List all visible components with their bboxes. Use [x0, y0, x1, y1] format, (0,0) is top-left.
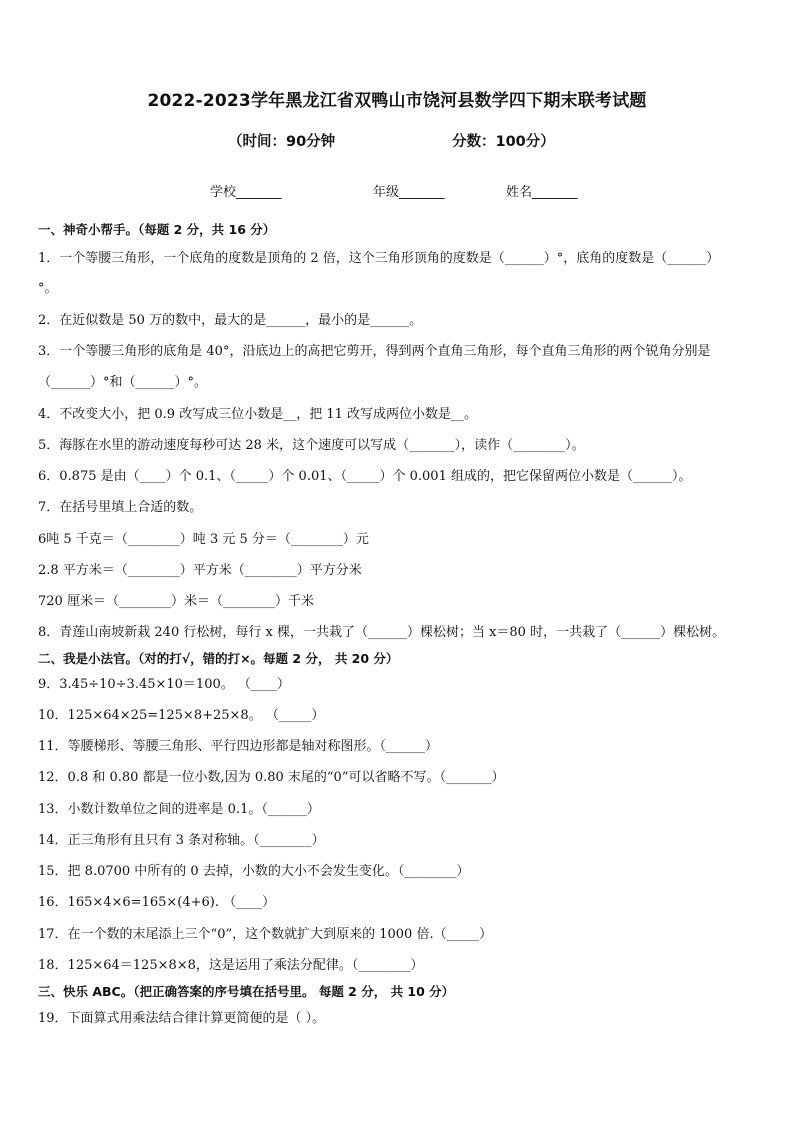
question-line: 13．小数计数单位之间的进率是 0.1。（______）: [38, 802, 320, 817]
question-line: 4．不改变大小，把 0.9 改写成三位小数是__，把 11 改写成两位小数是__。: [38, 407, 478, 422]
question-line: （______）°和（______）°。: [38, 375, 208, 390]
question-line: 11．等腰梯形、等腰三角形、平行四边形都是轴对称图形。（______）: [38, 739, 439, 754]
question-line: 720 厘米＝（________）米＝（________）千米: [38, 594, 314, 609]
grade-field: 年级_______: [373, 185, 445, 200]
section-heading: 一、神奇小帮手。（每题 2 分，共 16 分）: [38, 222, 276, 237]
question-line: 5．海豚在水里的游动速度每秒可达 28 米，这个速度可以写成（_______），读作（________）。: [38, 438, 585, 453]
question-line: 3．一个等腰三角形的底角是 40°，沿底边上的高把它剪开，得到两个直角三角形，每个直角三角形的两个锐角分别是: [38, 344, 711, 359]
question-line: 6吨 5 千克＝（________）吨 3 元 5 分＝（________）元: [38, 532, 369, 547]
question-line: 10．125×64×25=125×8+25×8。 （_____）: [38, 708, 325, 723]
question-line: 2.8 平方米＝（________）平方米（________）平方分米: [38, 563, 362, 578]
question-line: 7．在括号里填上合适的数。: [38, 500, 203, 515]
section-heading: 二、我是小法官。（对的打√，错的打×。每题 2 分， 共 20 分）: [38, 651, 399, 666]
question-line: 15．把 8.0700 中所有的 0 去掉，小数的大小不会发生变化。（________）: [38, 864, 470, 879]
question-line: 12．0.8 和 0.80 都是一位小数,因为 0.80 末尾的“0”可以省略不写。（_______）: [38, 770, 505, 785]
question-line: 1．一个等腰三角形，一个底角的度数是顶角的 2 倍，这个三角形顶角的度数是（______）°，底角的度数是（______）: [38, 251, 720, 266]
question-line: 2．在近似数是 50 万的数中，最大的是______，最小的是______。: [38, 313, 423, 328]
question-line: 6．0.875 是由（____）个 0.1、（_____）个 0.01、（_____）个 0.001 组成的，把它保留两位小数是（______）。: [38, 469, 692, 484]
question-line: 9．3.45÷10÷3.45×10＝100。 （____）: [38, 677, 290, 692]
name-field: 姓名_______: [506, 185, 578, 200]
question-line: °。: [38, 281, 58, 296]
exam-score: 分数：100分）: [452, 134, 555, 150]
question-line: 14．正三角形有且只有 3 条对称轴。（________）: [38, 833, 325, 848]
section-heading: 三、快乐 ABC。（把正确答案的序号填在括号里。 每题 2 分， 共 10 分）: [38, 984, 455, 999]
question-line: 18．125×64＝125×8×8，这是运用了乘法分配律。（________）: [38, 958, 424, 973]
page-title: 2022-2023学年黑龙江省双鸭山市饶河县数学四下期末联考试题: [147, 91, 647, 111]
question-line: 16．165×4×6=165×(4+6). （____）: [38, 895, 276, 910]
exam-time: （时间：90分钟: [228, 134, 336, 150]
question-line: 8．青莲山南坡新栽 240 行松树，每行 x 棵，一共栽了（______）棵松树；当 x＝80 时，一共栽了（______）棵松树。: [38, 625, 726, 640]
question-line: 19．下面算式用乘法结合律计算更简便的是（ ）。: [38, 1011, 326, 1026]
school-field: 学校_______: [210, 185, 282, 200]
question-line: 17．在一个数的末尾添上三个“0”，这个数就扩大到原来的 1000 倍.（_____）: [38, 927, 493, 942]
